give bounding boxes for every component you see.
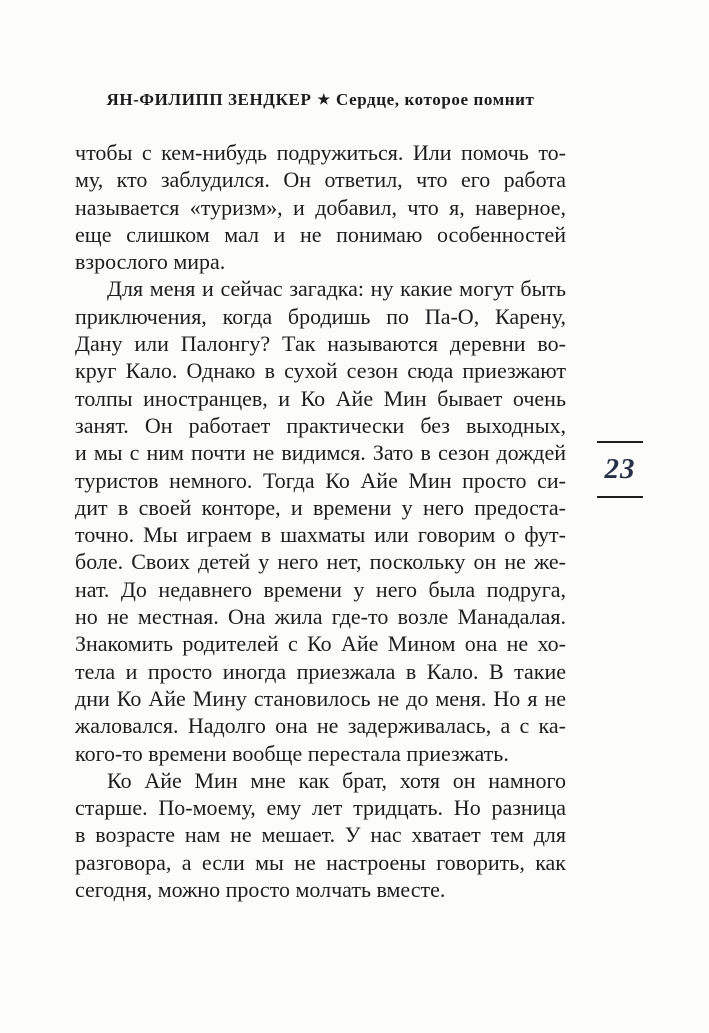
text-line: в возрасте нам не мешает. У нас хватает тем для bbox=[75, 822, 566, 848]
folio-rule-bottom bbox=[597, 496, 643, 498]
text-line: кого-то времени вообще перестала приезжать. bbox=[75, 740, 509, 766]
body-text bbox=[75, 139, 566, 903]
text-line: но не местная. Она жила где-то возле Манадалая. bbox=[75, 604, 566, 630]
text-line: тела и просто иногда приезжала в Кало. В такие bbox=[75, 658, 566, 684]
text-line: чтобы с кем-нибудь подружиться. Или помочь то- bbox=[75, 140, 566, 165]
text-line: му, кто заблудился. Он ответил, что его работа bbox=[75, 167, 566, 193]
page-number-block bbox=[597, 441, 643, 498]
text-line: называется «туризм», и добавил, что я, наверное, bbox=[75, 194, 566, 220]
text-line: толпы иностранцев, и Ко Айе Мин бывает очень bbox=[75, 385, 566, 411]
text-line: сегодня, можно просто молчать вместе. bbox=[75, 877, 446, 903]
running-header bbox=[75, 90, 566, 110]
text-line: Ко Айе Мин мне как брат, хотя он намного bbox=[107, 767, 566, 793]
text-line: старше. По-моему, ему лет тридцать. Но разница bbox=[75, 795, 566, 821]
text-line: нат. До недавнего времени у него была подруга, bbox=[75, 576, 566, 602]
text-line: Дану или Палонгу? Так называются деревни во- bbox=[75, 331, 566, 357]
text-line: приключения, когда бродишь по Па-О, Карену, bbox=[75, 303, 566, 329]
text-line: занят. Он работает практически без выходных, bbox=[75, 412, 566, 438]
text-line: боле. Своих детей у него нет, поскольку он не же- bbox=[75, 549, 566, 575]
page-number: 23 bbox=[604, 453, 636, 485]
header-author: ЯН-ФИЛИПП ЗЕНДКЕР bbox=[106, 90, 312, 109]
text-line: дни Ко Айе Мину становилось не до меня. Но я не bbox=[75, 685, 566, 711]
text-line: и мы с ним почти не видимся. Зато в сезон дождей bbox=[75, 440, 566, 466]
text-line: точно. Мы играем в шахматы или говорим о фут- bbox=[75, 522, 566, 548]
star-icon: ★ bbox=[317, 93, 330, 108]
header-title: Сердце, которое помнит bbox=[336, 90, 535, 109]
text-line: дит в своей конторе, и времени у него предоста- bbox=[75, 494, 566, 520]
text-line: туристов немного. Тогда Ко Айе Мин просто си- bbox=[75, 467, 566, 493]
text-line: жаловался. Надолго она не задерживалась, а с ка- bbox=[75, 713, 566, 739]
text-line: взрослого мира. bbox=[75, 249, 226, 275]
text-line: еще слишком мал и не понимаю особенностей bbox=[75, 221, 566, 247]
text-line: Знакомить родителей с Ко Айе Мином она не хо- bbox=[75, 631, 566, 657]
text-line: круг Кало. Однако в сухой сезон сюда приезжают bbox=[75, 358, 566, 384]
text-line: Для меня и сейчас загадка: ну какие могут быть bbox=[107, 276, 566, 302]
text-line: разговора, а если мы не настроены говорить, как bbox=[75, 849, 566, 875]
